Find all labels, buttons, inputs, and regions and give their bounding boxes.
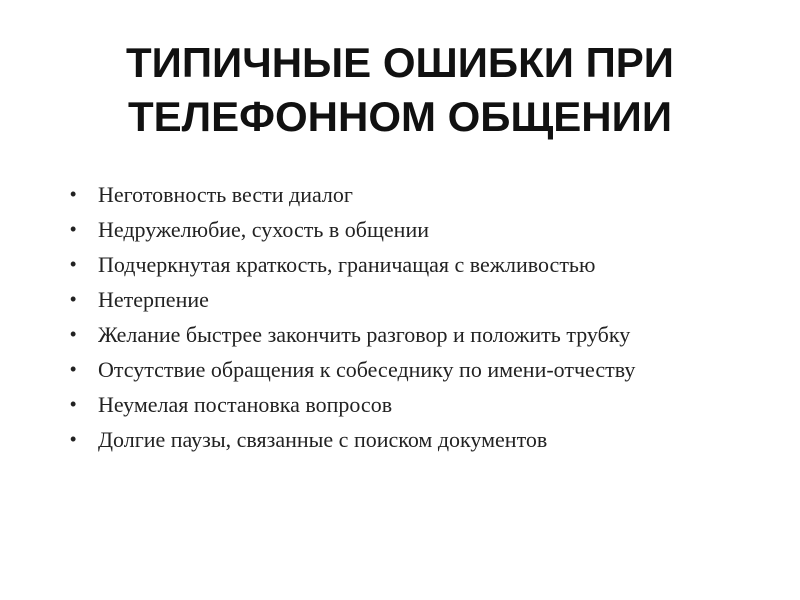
bullet-item-7	[68, 390, 748, 419]
bullet-item-8	[68, 425, 748, 454]
bullet-icon: •	[70, 184, 77, 204]
bullet-item-3	[68, 250, 748, 279]
bullet-text: Отсутствие обращения к собеседнику по имени-отчеству	[98, 357, 636, 382]
bullet-text: Подчеркнутая краткость, граничащая с вежливостью	[98, 252, 596, 277]
bullet-text: Недружелюбие, сухость в общении	[98, 217, 429, 242]
bullet-item-2	[68, 215, 748, 244]
bullet-text: Желание быстрее закончить разговор и положить трубку	[98, 322, 631, 347]
bullet-icon: •	[70, 324, 77, 344]
slide-title-line-2: ТЕЛЕФОННОМ ОБЩЕНИИ	[127, 93, 673, 140]
bullet-icon: •	[70, 394, 77, 414]
bullet-icon: •	[70, 219, 77, 239]
bullet-text: Долгие паузы, связанные с поиском документов	[98, 427, 548, 452]
slide-title-line-1: ТИПИЧНЫЕ ОШИБКИ ПРИ	[126, 39, 674, 86]
bullet-text: Неготовность вести диалог	[98, 182, 353, 207]
bullet-item-6	[68, 355, 748, 384]
bullet-icon: •	[70, 429, 77, 449]
slide-title	[40, 36, 760, 144]
bullet-item-5	[68, 320, 748, 349]
bullet-list	[68, 180, 748, 460]
bullet-icon: •	[70, 254, 77, 274]
bullet-text: Нетерпение	[98, 287, 209, 312]
bullet-item-1	[68, 180, 748, 209]
bullet-text: Неумелая постановка вопросов	[98, 392, 393, 417]
bullet-icon: •	[70, 289, 77, 309]
bullet-icon: •	[70, 359, 77, 379]
bullet-item-4	[68, 285, 748, 314]
